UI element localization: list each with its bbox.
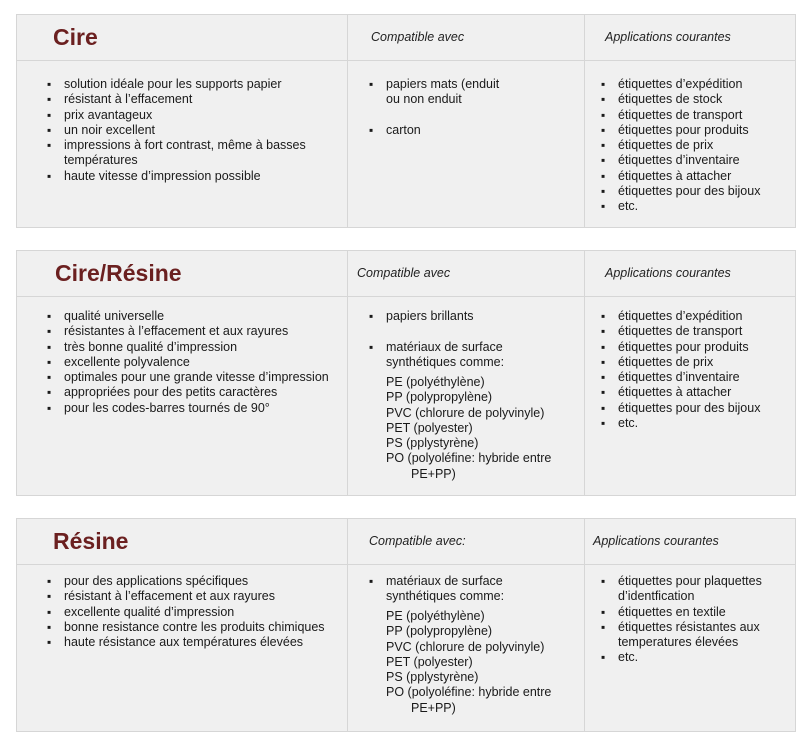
list-item: ▪ carton bbox=[369, 123, 509, 138]
material-item: PO (polyoléfine: hybride entre bbox=[386, 685, 552, 700]
list-item: ▪ impressions à fort contrast, même à basses températures bbox=[47, 138, 332, 169]
list-item: ▪ matériaux de surface synthétiques comme: bbox=[369, 340, 539, 371]
list-item: ▪ étiquettes pour produits bbox=[601, 123, 791, 138]
section-cire-resine bbox=[16, 250, 796, 496]
list-item: ▪ étiquettes pour produits bbox=[601, 340, 791, 355]
material-item: PE (polyéthylène) bbox=[386, 375, 485, 389]
list-item: ▪ papiers mats (enduit ou non enduit bbox=[369, 77, 509, 108]
applications-header: Applications courantes bbox=[605, 30, 731, 44]
list-item: ▪ étiquettes d’expédition bbox=[601, 77, 791, 92]
list-item: ▪ étiquettes de prix bbox=[601, 138, 791, 153]
list-item: ▪ optimales pour une grande vitesse d’impression bbox=[47, 370, 332, 385]
materials-list bbox=[369, 609, 584, 716]
compatible-list bbox=[369, 309, 539, 370]
list-item: ▪ etc. bbox=[601, 650, 791, 665]
list-item: ▪ matériaux de surface synthétiques comme: bbox=[369, 574, 539, 605]
list-item: ▪ étiquettes de stock bbox=[601, 92, 791, 107]
list-item: ▪ étiquettes de prix bbox=[601, 355, 791, 370]
applications-list bbox=[601, 309, 791, 431]
list-item: ▪ résistant à l’effacement et aux rayures bbox=[47, 589, 332, 604]
material-item: PET (polyester) bbox=[386, 654, 473, 669]
list-item: ▪ pour les codes-barres tournés de 90° bbox=[47, 401, 332, 416]
material-item: PVC (chlorure de polyvinyle) bbox=[386, 639, 545, 654]
list-item: ▪ étiquettes pour plaquettes d’identfication bbox=[601, 574, 791, 605]
compatible-list bbox=[369, 574, 539, 605]
list-item: ▪ un noir excellent bbox=[47, 123, 332, 138]
applications-header: Applications courantes bbox=[593, 534, 719, 548]
properties-list bbox=[47, 309, 332, 416]
list-item: ▪ bonne resistance contre les produits chimiques bbox=[47, 620, 332, 635]
applications-list bbox=[601, 77, 791, 215]
list-item: ▪ excellente polyvalence bbox=[47, 355, 332, 370]
applications-header: Applications courantes bbox=[605, 266, 731, 280]
material-item: PE (polyéthylène) bbox=[386, 609, 485, 623]
material-item: PE+PP) bbox=[411, 700, 456, 715]
section-title: Résine bbox=[53, 528, 129, 554]
compatible-header: Compatible avec bbox=[357, 266, 451, 280]
list-item: ▪ etc. bbox=[601, 416, 791, 431]
list-item: ▪ pour des applications spécifiques bbox=[47, 574, 332, 589]
list-item: ▪ étiquettes pour des bijoux bbox=[601, 401, 791, 416]
material-item: PP (polypropylène) bbox=[386, 390, 493, 405]
applications-list bbox=[601, 574, 791, 666]
list-item: ▪ étiquettes d’inventaire bbox=[601, 153, 791, 168]
list-item: ▪ étiquettes en textile bbox=[601, 605, 791, 620]
list-item: ▪ étiquettes résistantes aux temperatures élevées bbox=[601, 620, 791, 651]
list-item: ▪ papiers brillants bbox=[369, 309, 539, 324]
compatible-list bbox=[369, 77, 509, 138]
material-item: PS (pplystyrène) bbox=[386, 670, 479, 685]
list-item: ▪ etc. bbox=[601, 199, 791, 214]
section-title: Cire/Résine bbox=[55, 260, 182, 286]
material-item: PS (pplystyrène) bbox=[386, 436, 479, 451]
list-item: ▪ appropriées pour des petits caractères bbox=[47, 385, 332, 400]
list-item: ▪ solution idéale pour les supports papier bbox=[47, 77, 332, 92]
list-item: ▪ étiquettes pour des bijoux bbox=[601, 184, 791, 199]
material-item: PE+PP) bbox=[411, 466, 456, 481]
section-title: Cire bbox=[53, 24, 98, 50]
list-item: ▪ excellente qualité d’impression bbox=[47, 605, 332, 620]
compatible-header: Compatible avec: bbox=[369, 534, 466, 548]
material-item: PP (polypropylène) bbox=[386, 624, 493, 639]
material-item: PET (polyester) bbox=[386, 420, 473, 435]
list-item: ▪ étiquettes à attacher bbox=[601, 385, 791, 400]
list-item: ▪ résistantes à l’effacement et aux rayures bbox=[47, 324, 332, 339]
list-item: ▪ étiquettes d’expédition bbox=[601, 309, 791, 324]
list-item: ▪ très bonne qualité d’impression bbox=[47, 340, 332, 355]
list-item: ▪ haute vitesse d’impression possible bbox=[47, 169, 332, 184]
compatible-header: Compatible avec bbox=[371, 30, 465, 44]
list-item: ▪ étiquettes d’inventaire bbox=[601, 370, 791, 385]
material-item: PO (polyoléfine: hybride entre bbox=[386, 451, 552, 466]
list-item: ▪ étiquettes de transport bbox=[601, 108, 791, 123]
list-item: ▪ étiquettes à attacher bbox=[601, 169, 791, 184]
section-resine bbox=[16, 518, 796, 732]
list-item: ▪ étiquettes de transport bbox=[601, 324, 791, 339]
properties-list bbox=[47, 77, 332, 184]
list-item: ▪ résistant à l’effacement bbox=[47, 92, 332, 107]
materials-list bbox=[369, 375, 584, 482]
properties-list bbox=[47, 574, 332, 650]
list-item: ▪ prix avantageux bbox=[47, 108, 332, 123]
material-item: PVC (chlorure de polyvinyle) bbox=[386, 405, 545, 420]
section-cire bbox=[16, 14, 796, 228]
list-item: ▪ haute résistance aux températures élevées bbox=[47, 635, 332, 650]
list-item: ▪ qualité universelle bbox=[47, 309, 332, 324]
